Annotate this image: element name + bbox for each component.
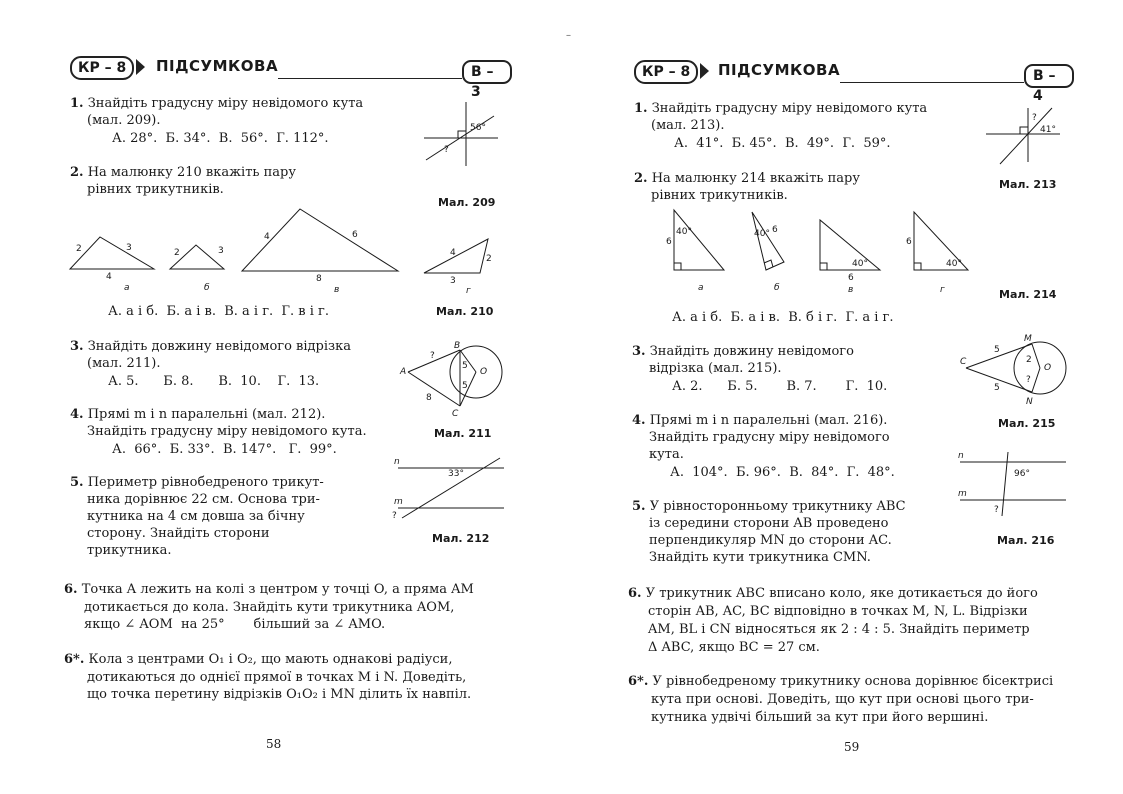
left-header [70, 56, 512, 100]
task-line: 6. У трикутник ABC вписано коло, яке дотикається до його [628, 586, 1038, 601]
angle-label: 56° [470, 123, 486, 133]
task-line: 2. На малюнку 210 вкажіть пару [70, 165, 296, 180]
tangent-line [408, 372, 460, 406]
task-line: (мал. 209). [87, 113, 161, 128]
point-label: A [400, 367, 407, 377]
figure-line [1000, 108, 1052, 164]
figure-210 [62, 205, 502, 295]
triangle-letter: а [124, 283, 130, 293]
task-line: 1. Знайдіть градусну міру невідомого кута [70, 96, 364, 111]
task-line: відрізка (мал. 215). [649, 361, 782, 376]
side-label: 2 [76, 244, 82, 254]
task-options: А. 66°. Б. 33°. В. 147°. Г. 99°. [112, 442, 337, 457]
task-line: кута при основі. Доведіть, що кут при основі цього три- [651, 692, 1034, 707]
task-line: рівних трикутників. [87, 182, 224, 197]
line-label: m [394, 497, 403, 507]
task-line: кутника на 4 см довша за бічну [87, 509, 305, 524]
header-title: ПІДСУМКОВА [156, 57, 279, 75]
right-angle-mark [820, 263, 827, 270]
badge-arrow-icon [700, 63, 709, 79]
top-mark: – [566, 30, 571, 41]
side-label: 6 [906, 237, 912, 247]
triangle-shape [820, 220, 880, 270]
segment-label: 5 [462, 381, 468, 391]
triangle-a [666, 210, 724, 293]
right-header [634, 60, 1074, 104]
unknown-label: ? [444, 145, 449, 155]
task-options: А. а і б. Б. а і в. В. а і г. Г. в і г. [108, 304, 329, 319]
task-line: 4. Прямі m і n паралельні (мал. 212). [70, 407, 326, 422]
side-label: 6 [848, 273, 854, 283]
task-line: 1. Знайдіть градусну міру невідомого кута [634, 101, 928, 116]
task-line: 6*. Кола з центрами O₁ і O₂, що мають однакові радіуси, [64, 652, 453, 667]
point-label: M [1024, 334, 1032, 344]
kr-badge: КР – 8 [70, 56, 134, 80]
segment-label: 2 [1026, 355, 1032, 365]
variant-badge: В – 3 [462, 60, 512, 84]
figure-216 [954, 450, 1070, 520]
point-label: N [1026, 397, 1033, 407]
angle-label: 41° [1040, 125, 1056, 135]
side-label: 4 [450, 248, 456, 258]
figure-213 [982, 104, 1062, 168]
triangle-v [242, 209, 398, 295]
header-rule [840, 82, 1024, 83]
figure-215 [960, 334, 1070, 406]
figure-caption: Мал. 215 [998, 417, 1056, 430]
task-options: А. 5. Б. 8. В. 10. Г. 13. [108, 374, 320, 389]
task-line: 3. Знайдіть довжину невідомого [632, 344, 854, 359]
left-page [0, 0, 561, 794]
figure-caption: Мал. 213 [999, 178, 1057, 191]
task-line: дотикається до кола. Знайдіть кути трикутника AOM, [84, 600, 455, 615]
task-line: якщо ∠ AOM на 25° більший за ∠ AMO. [84, 617, 386, 632]
angle-label: 40° [754, 229, 770, 239]
figure-212 [392, 452, 507, 522]
angle-label: 96° [1014, 469, 1030, 479]
page-number: 59 [844, 740, 860, 754]
triangle-letter: г [466, 286, 471, 296]
right-page [562, 0, 1123, 794]
point-label: O [480, 367, 488, 377]
side-label: 2 [174, 248, 180, 258]
header-title: ПІДСУМКОВА [718, 61, 841, 79]
point-label: O [1044, 363, 1052, 373]
task-options: А. 104°. Б. 96°. В. 84°. Г. 48°. [670, 465, 895, 480]
triangle-shape [674, 210, 724, 270]
badge-arrow-icon [136, 59, 145, 75]
angle-label: 40° [676, 227, 692, 237]
point-label: C [452, 409, 459, 419]
task-line: (мал. 213). [651, 118, 725, 133]
triangle-shape [70, 237, 154, 269]
task-line: ника дорівнює 22 см. Основа три- [87, 492, 320, 507]
task-line: (мал. 211). [87, 356, 161, 371]
triangle-shape [424, 239, 488, 273]
angle-label: 40° [946, 259, 962, 269]
task-line: трикутника. [87, 543, 172, 558]
side-label: 4 [106, 272, 112, 282]
figure-214 [662, 208, 992, 298]
figure-caption: Мал. 210 [436, 305, 494, 318]
right-angle-mark [1020, 127, 1028, 134]
segment-label: ? [430, 351, 435, 361]
figure-caption: Мал. 212 [432, 532, 490, 545]
task-line: Знайдіть градусну міру невідомого [649, 430, 890, 445]
task-line: 6*. У рівнобедреному трикутнику основа дорівнює бісектрисі [628, 674, 1054, 689]
triangle-b [752, 212, 784, 293]
triangle-letter: б [774, 283, 780, 293]
triangle-letter: в [334, 285, 340, 295]
triangle-letter: в [848, 285, 854, 295]
task-line: сторін AB, AC, BC відповідно в точках M, N, L. Відрізки [648, 604, 1028, 619]
side-label: 6 [352, 230, 358, 240]
task-line: що точка перетину відрізків O₁O₂ і MN ділить їх навпіл. [87, 687, 472, 702]
point-label: C [960, 357, 967, 367]
line-label: n [394, 457, 400, 467]
line-label: n [958, 451, 964, 461]
task-line: кутника удвічі більший за кут при його вершині. [651, 710, 989, 725]
side-label: 6 [666, 237, 672, 247]
task-options: А. 28°. Б. 34°. В. 56°. Г. 112°. [112, 131, 329, 146]
segment-label: 5 [462, 361, 468, 371]
angle-label: 33° [448, 469, 464, 479]
transversal-line [402, 458, 500, 518]
triangle-b [170, 245, 224, 293]
task-line: 2. На малюнку 214 вкажіть пару [634, 171, 860, 186]
radius-line [1032, 344, 1040, 368]
task-line: AM, BL і CN відносяться як 2 : 4 : 5. Знайдіть периметр [648, 622, 1030, 637]
task-line: 6. Точка A лежить на колі з центром у точці O, а пряма AM [64, 582, 474, 597]
task-line: кута. [649, 447, 684, 462]
task-options: А. 2. Б. 5. В. 7. Г. 10. [672, 379, 888, 394]
unknown-label: ? [994, 505, 999, 515]
line-label: m [958, 489, 967, 499]
figure-211 [400, 340, 505, 420]
task-line: 5. Периметр рівнобедреного трикут- [70, 475, 324, 490]
side-label: 3 [450, 276, 456, 286]
side-label: 4 [264, 232, 270, 242]
task-line: із середини сторони AB проведено [649, 516, 889, 531]
task-line: Δ ABC, якщо BC = 27 см. [648, 640, 820, 655]
task-line: сторону. Знайдіть сторони [87, 526, 270, 541]
task-options: А. а і б. Б. а і в. В. б і г. Г. а і г. [672, 310, 894, 325]
radius-line [1032, 368, 1040, 392]
task-options: А. 41°. Б. 45°. В. 49°. Г. 59°. [674, 136, 891, 151]
figure-caption: Мал. 214 [999, 288, 1057, 301]
triangle-a [70, 237, 154, 293]
side-label: 2 [486, 254, 492, 264]
point-label: B [454, 341, 461, 351]
side-label: 3 [218, 246, 224, 256]
unknown-label: ? [1032, 113, 1037, 123]
variant-badge: В – 4 [1024, 64, 1074, 88]
task-line: 5. У рівносторонньому трикутнику ABC [632, 499, 906, 514]
segment-label: 5 [994, 383, 1000, 393]
figure-caption: Мал. 209 [438, 196, 496, 209]
segment-label: 8 [426, 393, 432, 403]
task-line: 4. Прямі m і n паралельні (мал. 216). [632, 413, 888, 428]
task-line: Знайдіть градусну міру невідомого кута. [87, 424, 367, 439]
triangle-g [424, 239, 492, 296]
kr-badge: КР – 8 [634, 60, 698, 84]
task-line: рівних трикутників. [651, 188, 788, 203]
task-line: перпендикуляр MN до сторони AC. [649, 533, 892, 548]
unknown-label: ? [1026, 375, 1031, 385]
angle-label: 40° [852, 259, 868, 269]
triangle-g [906, 212, 968, 295]
segment-label: 5 [994, 345, 1000, 355]
page-number: 58 [266, 737, 282, 751]
side-label: 6 [772, 225, 778, 235]
triangle-letter: г [940, 285, 945, 295]
unknown-label: ? [392, 511, 397, 521]
triangle-letter: а [698, 283, 704, 293]
task-line: дотикаються до однієї прямої в точках M і N. Доведіть, [87, 670, 467, 685]
triangle-v [820, 220, 880, 295]
figure-caption: Мал. 216 [997, 534, 1055, 547]
right-angle-mark [914, 263, 921, 270]
side-label: 8 [316, 274, 322, 284]
header-rule [278, 78, 462, 79]
figure-caption: Мал. 211 [434, 427, 492, 440]
task-line: 3. Знайдіть довжину невідомого відрізка [70, 339, 351, 354]
triangle-letter: б [204, 283, 210, 293]
task-line: Знайдіть кути трикутника CMN. [649, 550, 871, 565]
figure-209 [420, 100, 500, 170]
side-label: 3 [126, 243, 132, 253]
right-angle-mark [674, 263, 681, 270]
